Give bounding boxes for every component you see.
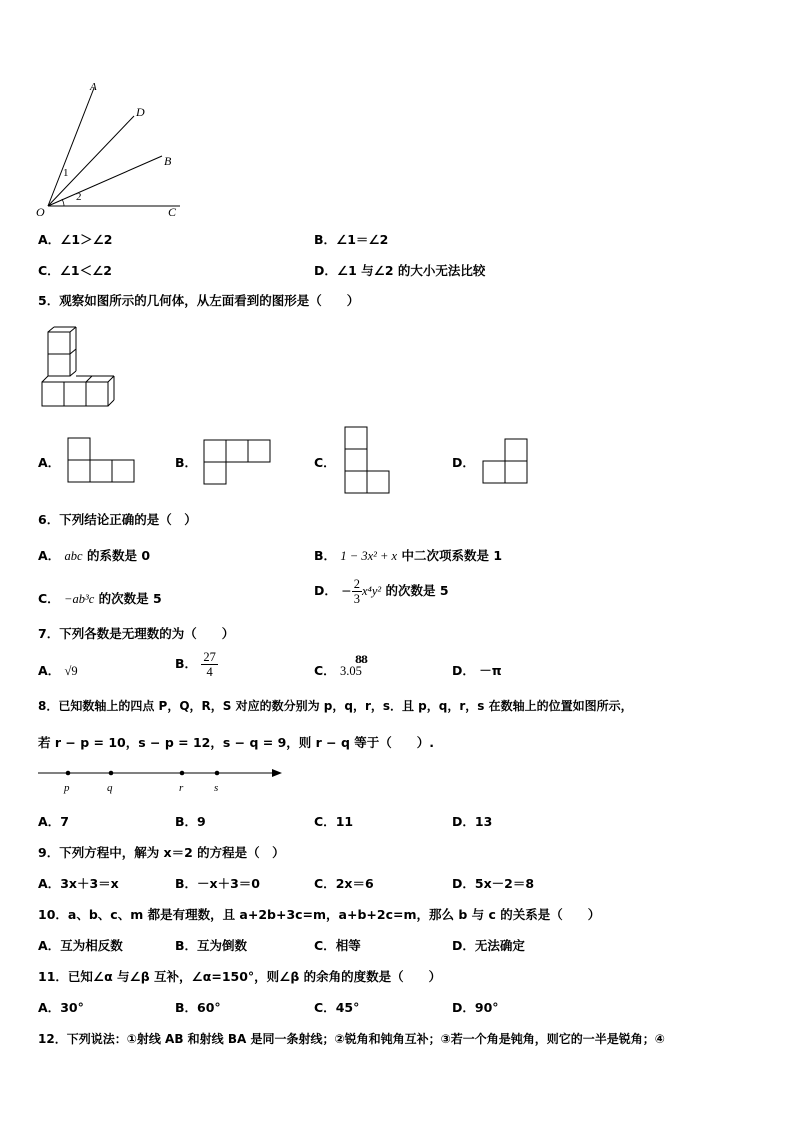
q4-option-c: C．∠1＜∠2 [38, 263, 112, 278]
q9-stem: 9．下列方程中，解为 x＝2 的方程是（ ） [38, 845, 285, 860]
q10-option-b: B．互为倒数 [175, 938, 248, 953]
q7-option-c: C． 3.05 [314, 663, 362, 678]
q4-option-d: D．∠1 与∠2 的大小无法比较 [314, 263, 486, 278]
q6-option-b: B． 1 − 3x² + x 中二次项系数是 1 [314, 548, 503, 563]
q7-option-a: A． √9 [38, 663, 78, 678]
label-B: B [164, 154, 172, 168]
q5-option-a-label: A． [38, 455, 61, 470]
q6-stem: 6．下列结论正确的是（ ） [38, 512, 197, 527]
q5-option-b-label: B． [175, 455, 198, 470]
q5-option-a-figure [66, 436, 138, 484]
q7-repeating-dots: 88 [355, 655, 367, 666]
q8-option-b: B．9 [175, 814, 206, 829]
q7-stem: 7．下列各数是无理数的为（ ） [38, 626, 235, 641]
q9-option-c: C．2x＝6 [314, 876, 374, 891]
q8-option-c: C．11 [314, 814, 354, 829]
q10-option-c: C．相等 [314, 938, 361, 953]
q4-option-b: B．∠1＝∠2 [314, 232, 389, 247]
q4-option-a: A．∠1＞∠2 [38, 232, 113, 247]
q5-option-d-figure [481, 437, 533, 487]
q8-option-a: A．7 [38, 814, 69, 829]
q11-option-b: B．60° [175, 1000, 221, 1015]
q6-option-a: A． abc 的系数是 0 [38, 548, 151, 563]
q10-stem: 10．a、b、c、m 都是有理数，且 a+2b+3c=m，a+b+2c=m，那么 b 与 c 的关系是（ ） [38, 907, 601, 922]
q5-option-c-figure [343, 425, 395, 497]
q5-solid-figure [38, 326, 128, 412]
label-D: D [136, 105, 145, 119]
q9-option-d: D．5x－2＝8 [452, 876, 535, 891]
q6-option-c: C． −ab³c 的次数是 5 [38, 591, 162, 606]
angle-figure [30, 78, 190, 223]
q10-option-d: D．无法确定 [452, 938, 525, 953]
q9-option-b: B．－x＋3＝0 [175, 876, 260, 891]
q5-option-d-label: D． [452, 455, 475, 470]
label-C: C [168, 205, 177, 219]
q8-option-d: D．13 [452, 814, 493, 829]
q12-stem: 12．下列说法：①射线 AB 和射线 BA 是同一条射线；②锐角和钝角互补；③若一个角是钝角，则它的一半是锐角；④ [38, 1032, 665, 1046]
q5-option-c-label: C． [314, 455, 336, 470]
number-line-label-s: s [214, 782, 219, 794]
q7-option-b: B． $\frac{27}{4}$ [175, 650, 216, 679]
q6-option-d: D． − $\frac{2}{3}$ x⁴y² 的次数是 5 [314, 577, 449, 606]
q5-option-b-figure [202, 438, 274, 486]
number-line-label-r: r [179, 782, 184, 794]
q10-option-a: A．互为相反数 [38, 938, 123, 953]
q5-stem: 5．观察如图所示的几何体，从左面看到的图形是（ ） [38, 293, 360, 308]
q8-stem-line2: 若 r − p = 10，s − p = 12，s − q = 9，则 r − q 等于（ ）. [38, 735, 435, 750]
number-line-label-q: q [107, 782, 113, 794]
q7-option-d: D． －π [452, 663, 502, 678]
q11-stem: 11．已知∠α 与∠β 互补，∠α=150°，则∠β 的余角的度数是（ ） [38, 969, 442, 984]
label-angle-2: 2 [76, 191, 82, 203]
q9-option-a: A．3x＋3＝x [38, 876, 119, 891]
number-line [36, 764, 286, 796]
q11-option-c: C．45° [314, 1000, 360, 1015]
label-angle-1: 1 [63, 167, 69, 179]
q11-option-d: D．90° [452, 1000, 499, 1015]
label-O: O [36, 205, 45, 219]
label-A: A [90, 81, 97, 93]
number-line-label-p: p [64, 782, 70, 794]
q8-stem-line1: 8．已知数轴上的四点 P，Q，R，S 对应的数分别为 p，q，r，s．且 p，q，r，s 在数轴上的位置如图所示， [38, 699, 633, 713]
q11-option-a: A．30° [38, 1000, 84, 1015]
